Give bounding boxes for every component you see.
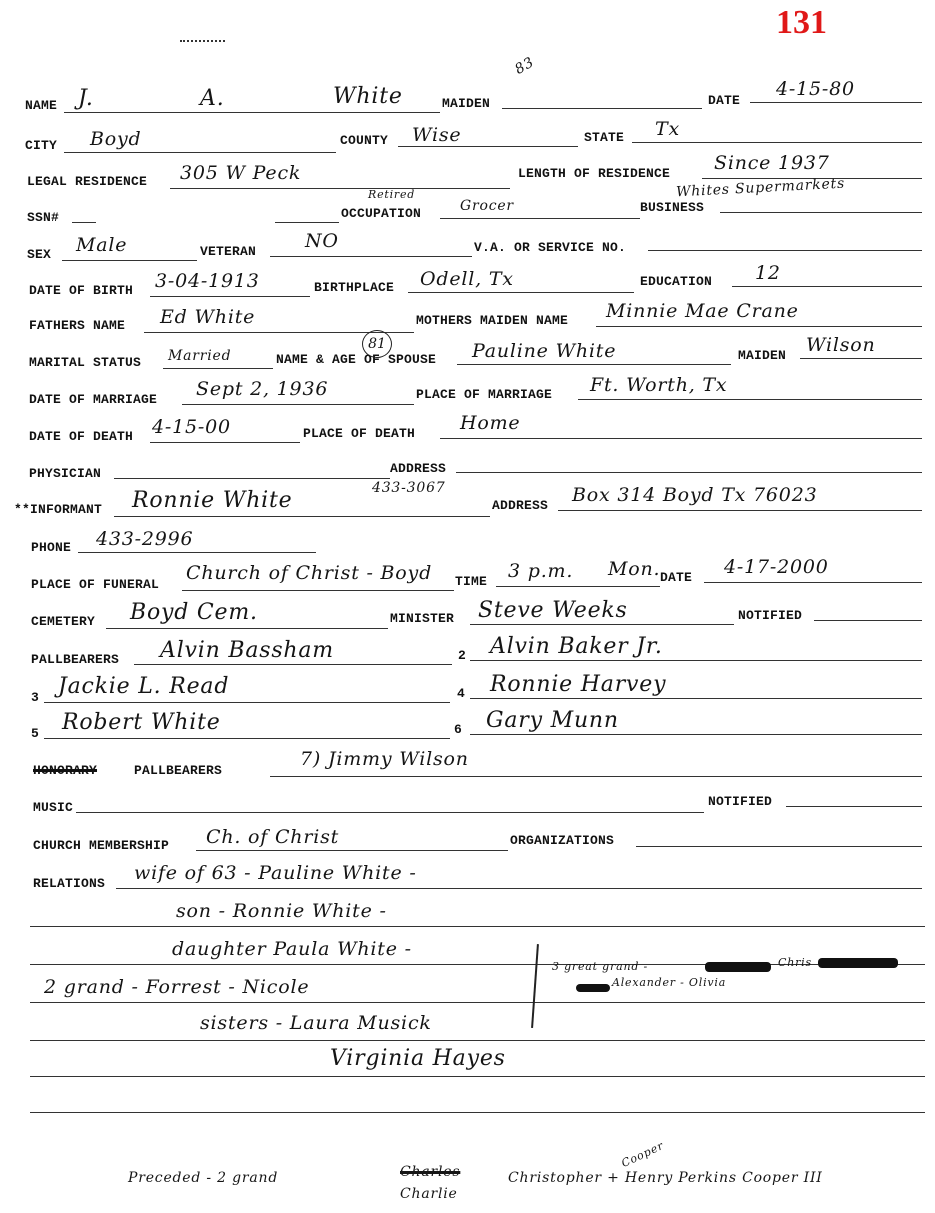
- marital-status-label: MARITAL STATUS: [29, 355, 142, 370]
- pallbearer-3-value: Jackie L. Read: [58, 674, 230, 699]
- pallbearer-3-number: 3: [31, 690, 40, 705]
- relations-value-6: Virginia Hayes: [330, 1046, 506, 1071]
- spouse-name-value: Pauline White: [472, 340, 617, 362]
- spouse-maiden-label: MAIDEN: [738, 348, 787, 363]
- mothers-maiden-name-value: Minnie Mae Crane: [606, 300, 799, 322]
- funeral-date-label: DATE: [660, 570, 693, 585]
- pallbearer-2-line: [470, 660, 922, 661]
- relations-line-6: [30, 1076, 925, 1077]
- relations-value-3: daughter Paula White -: [172, 938, 412, 960]
- ssn-label: SSN#: [27, 210, 60, 225]
- city-label: CITY: [25, 138, 58, 153]
- place-of-funeral-label: PLACE OF FUNERAL: [31, 577, 160, 592]
- phone-label: PHONE: [31, 540, 72, 555]
- name-age-spouse-label: NAME & AGE OF SPOUSE: [276, 352, 437, 367]
- date-of-marriage-value: Sept 2, 1936: [196, 378, 329, 400]
- informant-phone-note: 433-3067: [372, 480, 446, 496]
- relations-line-2: [30, 926, 925, 927]
- minister-value: Steve Weeks: [478, 598, 628, 623]
- preceded-struck-value: Charles: [400, 1164, 461, 1180]
- state-label: STATE: [584, 130, 625, 145]
- pallbearer-4-number: 4: [457, 686, 466, 701]
- sex-line: [62, 260, 197, 261]
- informant-address-line: [558, 510, 922, 511]
- redaction-3: [576, 984, 610, 992]
- pallbearer-5-line: [44, 738, 450, 739]
- sex-value: Male: [76, 234, 128, 256]
- relations-great-grand-1: Chris: [778, 956, 812, 969]
- pallbearer-4-value: Ronnie Harvey: [490, 672, 667, 697]
- spouse-age-value: 81: [362, 330, 392, 358]
- minister-label: MINISTER: [390, 611, 455, 626]
- occupation-line: [440, 218, 640, 219]
- veteran-label: VETERAN: [200, 244, 257, 259]
- county-line: [398, 146, 578, 147]
- relations-line-4: [30, 1002, 925, 1003]
- va-service-label: V.A. OR SERVICE NO.: [474, 240, 627, 255]
- relations-divider: [531, 944, 538, 1028]
- veteran-value: NO: [305, 230, 339, 252]
- preceded-value: Preceded - 2 grand: [128, 1170, 279, 1186]
- relations-value-1: wife of 63 - Pauline White -: [134, 862, 417, 884]
- physician-line: [114, 478, 390, 479]
- phone-value: 433-2996: [96, 528, 194, 550]
- business-label: BUSINESS: [640, 200, 705, 215]
- mothers-maiden-name-label: MOTHERS MAIDEN NAME: [416, 313, 569, 328]
- business-line: [720, 212, 922, 213]
- notified-line: [814, 620, 922, 621]
- pallbearer-6-line: [470, 734, 922, 735]
- name-first-value: J.: [78, 86, 94, 111]
- name-last-value: White: [333, 84, 403, 109]
- informant-address-label: ADDRESS: [492, 498, 549, 513]
- length-of-residence-value: Since 1937: [714, 152, 830, 174]
- organizations-line: [636, 846, 922, 847]
- place-of-marriage-label: PLACE OF MARRIAGE: [416, 387, 553, 402]
- county-value: Wise: [412, 124, 462, 146]
- date-of-birth-label: DATE OF BIRTH: [29, 283, 134, 298]
- pallbearer-1-value: Alvin Bassham: [160, 638, 334, 663]
- maiden-label: MAIDEN: [442, 96, 491, 111]
- funeral-day-value: Mon.: [608, 558, 661, 580]
- top-mark: 83: [512, 54, 538, 78]
- honorary-pallbearers-label: PALLBEARERS: [134, 763, 223, 778]
- pallbearer-2-number: 2: [458, 648, 467, 663]
- spouse-maiden-line: [800, 358, 922, 359]
- veteran-line: [270, 256, 472, 257]
- informant-address-value: Box 314 Boyd Tx 76023: [572, 484, 818, 506]
- funeral-date-value: 4-17-2000: [724, 556, 829, 578]
- funeral-date-line: [704, 582, 922, 583]
- music-notified-line: [786, 806, 922, 807]
- place-of-marriage-value: Ft. Worth, Tx: [590, 374, 728, 396]
- time-value: 3 p.m.: [508, 560, 574, 582]
- informant-line: [114, 516, 490, 517]
- date-of-marriage-line: [182, 404, 414, 405]
- name-label: NAME: [25, 98, 58, 113]
- church-membership-value: Ch. of Christ: [206, 826, 340, 848]
- county-label: COUNTY: [340, 133, 389, 148]
- state-line: [632, 142, 922, 143]
- relations-value-4: 2 grand - Forrest - Nicole: [44, 976, 310, 998]
- relations-great-grand-2: Alexander - Olivia: [612, 976, 727, 989]
- maiden-line: [502, 108, 702, 109]
- organizations-label: ORGANIZATIONS: [510, 833, 615, 848]
- church-membership-line: [196, 850, 508, 851]
- date-of-marriage-label: DATE OF MARRIAGE: [29, 392, 158, 407]
- place-of-death-line: [440, 438, 922, 439]
- pallbearer-6-number: 6: [454, 722, 463, 737]
- honorary-struck-label: HONORARY: [33, 763, 98, 778]
- city-value: Boyd: [90, 128, 142, 150]
- legal-residence-label: LEGAL RESIDENCE: [27, 174, 148, 189]
- ssn-line-a: [72, 222, 96, 223]
- minister-line: [470, 624, 734, 625]
- date-value: 4-15-80: [776, 78, 855, 100]
- date-label: DATE: [708, 93, 741, 108]
- name-middle-value: A.: [200, 86, 225, 111]
- informant-label: **INFORMANT: [14, 502, 103, 517]
- place-of-death-value: Home: [460, 412, 521, 434]
- cemetery-label: CEMETERY: [31, 614, 96, 629]
- fathers-name-value: Ed White: [160, 306, 256, 328]
- occupation-value: Grocer: [460, 198, 514, 214]
- music-line: [76, 812, 704, 813]
- date-of-death-label: DATE OF DEATH: [29, 429, 134, 444]
- education-line: [732, 286, 922, 287]
- relations-value-5: sisters - Laura Musick: [200, 1012, 432, 1034]
- fathers-name-label: FATHERS NAME: [29, 318, 126, 333]
- pallbearer-6-value: Gary Munn: [486, 708, 619, 733]
- phone-line: [78, 552, 316, 553]
- cemetery-line: [106, 628, 388, 629]
- city-line: [64, 152, 336, 153]
- relations-line-1: [116, 888, 922, 889]
- redaction-2: [818, 958, 898, 968]
- pallbearer-1-line: [134, 664, 452, 665]
- pallbearer-3-line: [44, 702, 450, 703]
- place-of-death-label: PLACE OF DEATH: [303, 426, 416, 441]
- cemetery-value: Boyd Cem.: [130, 600, 258, 625]
- time-line: [496, 586, 660, 587]
- place-of-marriage-line: [578, 399, 922, 400]
- pallbearer-4-line: [470, 698, 922, 699]
- time-label: TIME: [455, 574, 488, 589]
- education-value: 12: [755, 262, 781, 284]
- mothers-maiden-name-line: [596, 326, 922, 327]
- preceded-names-value: Christopher + Henry Perkins Cooper III: [508, 1170, 823, 1186]
- business-value: Whites Supermarkets: [675, 175, 846, 201]
- place-of-funeral-value: Church of Christ - Boyd: [186, 562, 433, 584]
- redaction-1: [705, 962, 771, 972]
- date-of-death-line: [150, 442, 300, 443]
- notified-label: NOTIFIED: [738, 608, 803, 623]
- informant-value: Ronnie White: [132, 488, 293, 513]
- relations-label: RELATIONS: [33, 876, 106, 891]
- state-value: Tx: [655, 118, 680, 140]
- relations-line-7: [30, 1112, 925, 1113]
- physician-address-label: ADDRESS: [390, 461, 447, 476]
- date-of-birth-line: [150, 296, 310, 297]
- stray-marks: [180, 40, 225, 45]
- place-of-funeral-line: [182, 590, 454, 591]
- education-label: EDUCATION: [640, 274, 713, 289]
- occupation-note-value: Retired: [368, 188, 416, 201]
- relations-line-5: [30, 1040, 925, 1041]
- relations-great-grand: 3 great grand -: [552, 960, 648, 973]
- music-notified-label: NOTIFIED: [708, 794, 773, 809]
- preceded-cooper-value: Cooper: [619, 1139, 666, 1170]
- date-of-death-value: 4-15-00: [152, 416, 231, 438]
- spouse-line: [457, 364, 731, 365]
- birthplace-label: BIRTHPLACE: [314, 280, 395, 295]
- spouse-maiden-value: Wilson: [806, 334, 876, 356]
- pallbearer-2-value: Alvin Baker Jr.: [490, 634, 663, 659]
- marital-status-value: Married: [168, 348, 232, 364]
- relations-value-2: son - Ronnie White -: [176, 900, 387, 922]
- church-membership-label: CHURCH MEMBERSHIP: [33, 838, 170, 853]
- physician-label: PHYSICIAN: [29, 466, 102, 481]
- music-label: MUSIC: [33, 800, 74, 815]
- sex-label: SEX: [27, 247, 52, 262]
- pallbearers-label: PALLBEARERS: [31, 652, 120, 667]
- pallbearer-5-number: 5: [31, 726, 40, 741]
- pallbearer-7-value: 7) Jimmy Wilson: [300, 748, 469, 770]
- marital-status-line: [163, 368, 273, 369]
- legal-residence-value: 305 W Peck: [180, 162, 302, 184]
- name-line: [64, 112, 440, 113]
- birthplace-line: [408, 292, 634, 293]
- birthplace-value: Odell, Tx: [420, 268, 514, 290]
- physician-address-line: [456, 472, 922, 473]
- occupation-label: OCCUPATION: [341, 206, 422, 221]
- page-number: 131: [776, 4, 827, 41]
- date-line: [750, 102, 922, 103]
- ssn-line-b: [275, 222, 339, 223]
- length-of-residence-label: LENGTH OF RESIDENCE: [518, 166, 671, 181]
- legal-residence-line: [170, 188, 510, 189]
- va-service-line: [648, 250, 922, 251]
- honorary-pallbearers-line: [270, 776, 922, 777]
- preceded-charlie-value: Charlie: [400, 1186, 458, 1202]
- pallbearer-5-value: Robert White: [62, 710, 221, 735]
- date-of-birth-value: 3-04-1913: [155, 270, 260, 292]
